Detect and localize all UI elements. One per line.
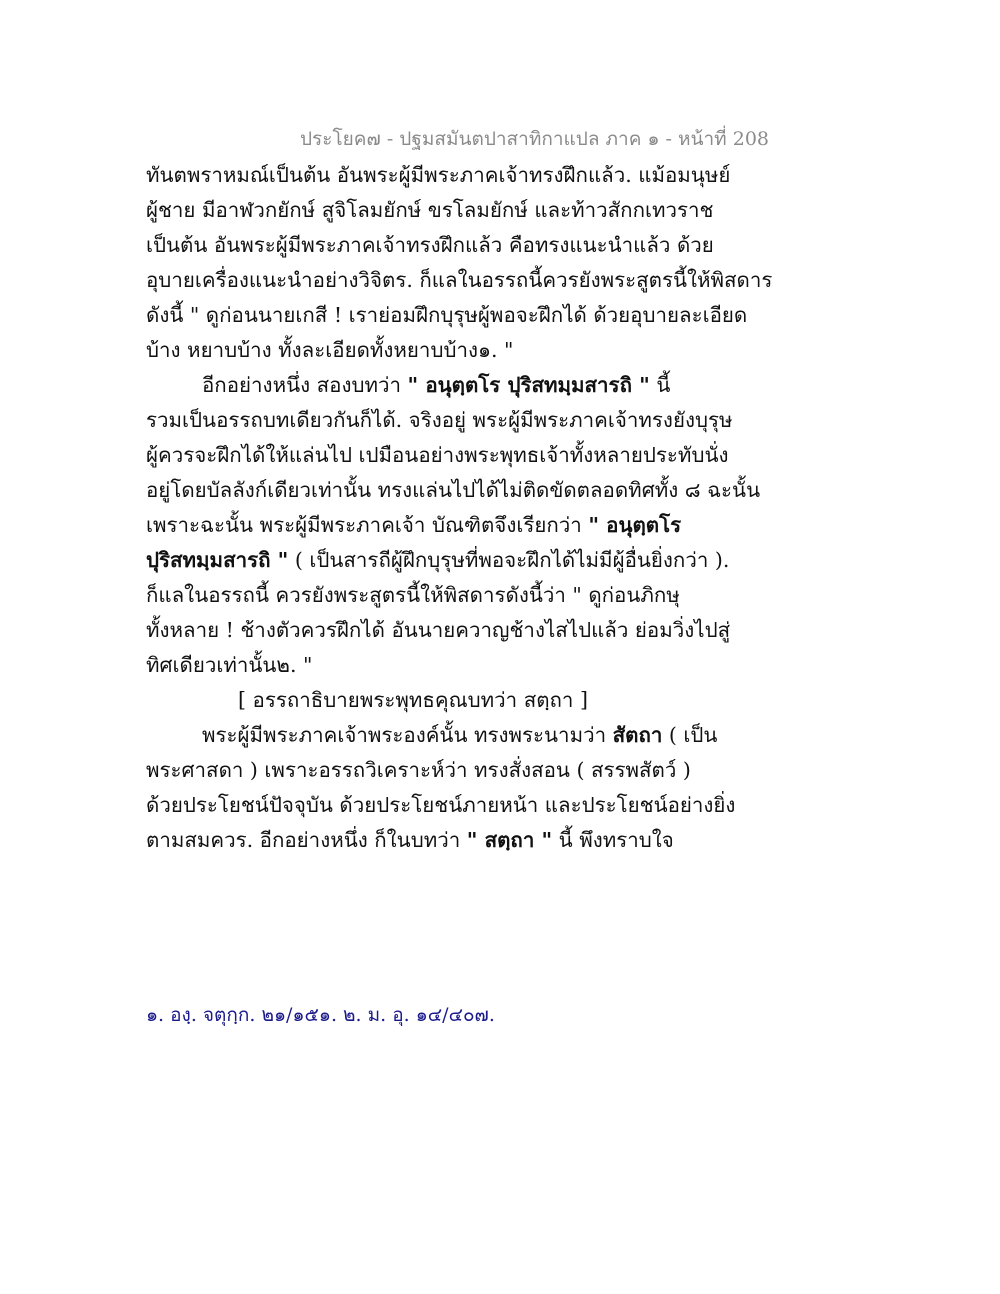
section-heading: [ อรรถาธิบายพระพุทธคุณบทว่า สตฺถา ] bbox=[238, 688, 588, 712]
text-line: เพราะฉะนั้น พระผู้มีพระภาคเจ้า บัณฑิตจึงเรียกว่า " อนุตฺตโร bbox=[146, 513, 682, 537]
text-line: เป็นต้น อันพระผู้มีพระภาคเจ้าทรงฝึกแล้ว คือทรงแนะนำแล้ว ด้วย bbox=[146, 233, 714, 257]
text-line: ทันตพราหมณ์เป็นต้น อันพระผู้มีพระภาคเจ้าทรงฝึกแล้ว. แม้อมนุษย์ bbox=[146, 163, 731, 187]
text-line: ด้วยประโยชน์ปัจจุบัน ด้วยประโยชน์ภายหน้า และประโยชน์อย่างยิ่ง bbox=[146, 793, 736, 817]
text-line: อีกอย่างหนึ่ง สองบทว่า " อนุตฺตโร ปุริสทมฺมสารถิ " นี้ bbox=[202, 373, 671, 397]
bold-term: " สตฺถา " bbox=[466, 828, 553, 852]
footnote: ๑. องฺ. จตุกฺก. ๒๑/๑๕๑. ๒. ม. อุ. ๑๔/๔๐๗. bbox=[146, 1004, 495, 1026]
text-line: ทิศเดียวเท่านั้น๒. " bbox=[146, 653, 313, 677]
text-line: พระผู้มีพระภาคเจ้าพระองค์นั้น ทรงพระนามว่า สัตถา ( เป็น bbox=[202, 723, 718, 747]
text-line: ตามสมควร. อีกอย่างหนึ่ง ก็ในบทว่า " สตฺถา " นี้ พึงทราบใจ bbox=[146, 828, 674, 852]
text-line: พระศาสดา ) เพราะอรรถวิเคราะห์ว่า ทรงสั่งสอน ( สรรพสัตว์ ) bbox=[146, 758, 691, 782]
text-line: รวมเป็นอรรถบทเดียวกันก็ได้. จริงอยู่ พระผู้มีพระภาคเจ้าทรงยังบุรุษ bbox=[146, 408, 733, 432]
bold-term: " อนุตฺตโร ปุริสทมฺมสารถิ " bbox=[407, 373, 650, 397]
text-line: ดังนี้ " ดูก่อนนายเกสี ! เราย่อมฝึกบุรุษผู้พอจะฝึกได้ ด้วยอุบายละเอียด bbox=[146, 303, 748, 327]
text-line: ปุริสทมฺมสารถิ " ( เป็นสารถีผู้ฝึกบุรุษที่พอจะฝึกได้ไม่มีผู้อื่นยิ่งกว่า ). bbox=[146, 548, 730, 572]
bold-term: ปุริสทมฺมสารถิ " bbox=[146, 548, 289, 572]
text-line: อุบายเครื่องแนะนำอย่างวิจิตร. ก็แลในอรรถนี้ควรยังพระสูตรนี้ให้พิสดาร bbox=[146, 268, 773, 292]
text-line: ทั้งหลาย ! ช้างตัวควรฝึกได้ อันนายควาญช้างไสไปแล้ว ย่อมวิ่งไปสู่ bbox=[146, 618, 731, 642]
text-line: ผู้ควรจะฝึกได้ให้แล่นไป เปมือนอย่างพระพุทธเจ้าทั้งหลายประทับนั่ง bbox=[146, 443, 729, 467]
text-line: ก็แลในอรรถนี้ ควรยังพระสูตรนี้ให้พิสดารดังนี้ว่า " ดูก่อนภิกษุ bbox=[146, 583, 680, 607]
text-line: ผู้ชาย มีอาฬวกยักษ์ สูจิโลมยักษ์ ขรโลมยักษ์ และท้าวสักกเทวราช bbox=[146, 198, 714, 222]
page-header: ประโยค๗ - ปฐมสมันตปาสาทิกาแปล ภาค ๑ - หน้าที่ 208 bbox=[300, 128, 770, 150]
bold-term: สัตถา bbox=[612, 723, 663, 747]
text-line: บ้าง หยาบบ้าง ทั้งละเอียดทั้งหยาบบ้าง๑. " bbox=[146, 338, 514, 362]
body-text bbox=[146, 158, 773, 858]
bold-term: " อนุตฺตโร bbox=[588, 513, 682, 537]
text-line: อยู่โดยบัลลังก์เดียวเท่านั้น ทรงแล่นไปได้ไม่ติดขัดตลอดทิศทั้ง ๘ ฉะนั้น bbox=[146, 478, 761, 502]
